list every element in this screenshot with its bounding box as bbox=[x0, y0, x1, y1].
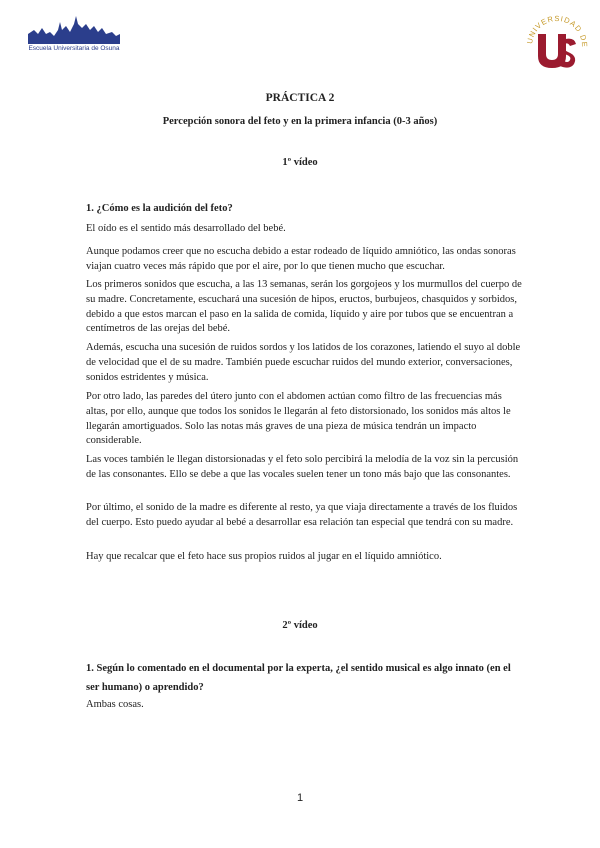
page-subtitle: Percepción sonora del feto y en la primera infancia (0-3 años) bbox=[162, 116, 438, 127]
paragraph: Hay que recalcar que el feto hace sus propios ruidos al jugar en el líquido amniótico. bbox=[86, 551, 442, 562]
osuna-skyline-icon bbox=[24, 12, 124, 46]
video-2-question: 1. Según lo comentado en el documental por la experta, ¿el sentido musical es algo innato (en el ser humano) o aprendido? bbox=[86, 663, 511, 693]
page-number: 1 bbox=[296, 792, 304, 804]
paragraph: Por último, el sonido de la madre es diferente al resto, ya que viaja directamente a través de los fluidos del cuerpo. Esto puedo ayudar al bebé a desarrollar esa relación tan especial que tendrá con su madre. bbox=[86, 502, 518, 528]
video-1-question: 1. ¿Cómo es la audición del feto? bbox=[86, 203, 233, 214]
page-title: PRÁCTICA 2 bbox=[265, 92, 335, 104]
video-1-heading: 1º vídeo bbox=[282, 157, 318, 168]
paragraph: Los primeros sonidos que escucha, a las 13 semanas, serán los gorgojeos y los murmullos del cuerpo de su madre. Concretamente, escuchará una sucesión de hipos, eructos, burbujeos, chasquidos y sorbidos, debido a que estos marcan el paso en la salida de comida, líquido y aire por tubos que se encuentran a centímetros de las orejas del bebé. bbox=[86, 279, 522, 335]
video-2-heading: 2º vídeo bbox=[282, 620, 318, 631]
svg-text:UNIVERSIDAD DE SEVILLA: UNIVERSIDAD DE bbox=[525, 13, 590, 49]
osuna-logo-caption: Escuela Universitaria de Osuna bbox=[28, 45, 120, 52]
paragraph: Además, escucha una sucesión de ruidos sordos y los latidos de los corazones, latiendo el suyo al doble de velocidad que el de su madre. También puede escuchar ruidos del mundo exterior, conversaciones, sonidos estridentes y música. bbox=[86, 342, 521, 383]
paragraph: El oído es el sentido más desarrollado del bebé. bbox=[86, 223, 286, 234]
paragraph: Las voces también le llegan distorsionadas y el feto solo percibirá la melodía de la voz sin la percusión de las consonantes. Ello se debe a que las vocales suelen tener un tono más bajo que las consonantes. bbox=[86, 454, 519, 480]
universidad-de-sevilla-logo bbox=[522, 6, 592, 76]
paragraph: Por otro lado, las paredes del útero junto con el abdomen actúan como filtro de las frecuencias más altas, por ello, aunque que todos los sonidos le llegarán al feto distorsionado, los sonidos más altos le llegarán amortiguados. Solo las notas más graves de una pieza de música tendrán un impacto considerable. bbox=[86, 391, 511, 447]
paragraph: Aunque podamos creer que no escucha debido a estar rodeado de líquido amniótico, las ondas sonoras viajan cuatro veces más rápido que por el aire, por lo que tienen mucho que escuchar. bbox=[86, 246, 516, 272]
answer: Ambas cosas. bbox=[86, 699, 144, 710]
osuna-logo bbox=[24, 12, 124, 62]
us-seal-icon bbox=[522, 6, 592, 76]
